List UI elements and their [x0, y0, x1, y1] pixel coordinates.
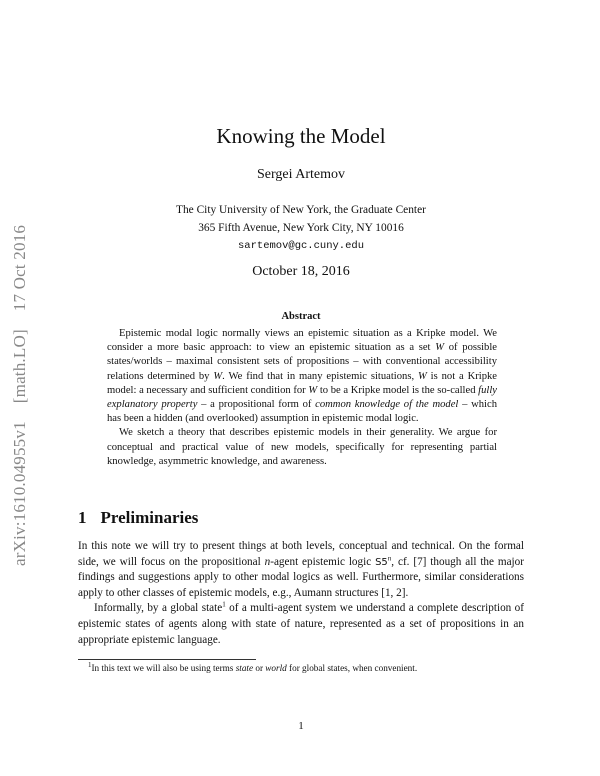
paper-date: October 18, 2016 — [252, 264, 350, 279]
footnote-rule — [78, 659, 256, 660]
arxiv-sidebar-stamp — [10, 207, 30, 566]
body-paragraph-2: Informally, by a global state$^1$ of a multi-agent system we understand a complete description of epistemic states of agents along with state of nature, represented as a set of propositions in an appropriate epistemic language. — [78, 600, 524, 646]
author-name: Sergei Artemov — [256, 167, 345, 182]
affiliation-line-1: The City University of New York, the Graduate Center — [176, 204, 426, 216]
section-number: 1 — [78, 508, 87, 527]
body-paragraph-1: In this note we will try to present things at both levels, conceptual and technical. On the formal side, we will focus on the propositional n-agent epistemic logic S5$^n$, cf. [7] though all the major findings and suggestions apply to other modal logics as well. Furthermore, similar considerations apply to other classes of epistemic models, e.g., Aumann structures [1, 2]. — [78, 540, 524, 599]
footnote-mark: 1 — [88, 660, 92, 669]
abstract-body — [107, 327, 497, 469]
arxiv-id: arXiv:1610.04955v1 — [10, 421, 29, 566]
arxiv-date: 17 Oct 2016 — [10, 224, 29, 312]
footnote: $^1$In this text we will also be using terms state or world for global states, when convenient. — [88, 660, 418, 673]
section-heading — [78, 508, 198, 528]
abstract-paragraph-2: We sketch a theory that describes epistemic models in their generality. We argue for conceptual and practical value of new models, specifically for representing partial knowledge, asymmetric knowledge, and awareness. — [107, 427, 497, 467]
abstract-heading: Abstract — [281, 311, 321, 322]
page-number: 1 — [298, 720, 304, 732]
affiliation-line-2: 365 Fifth Avenue, New York City, NY 10016 — [198, 222, 404, 234]
author-email: sartemov@gc.cuny.edu — [237, 240, 365, 252]
abstract-paragraph-1: Epistemic modal logic normally views an epistemic situation as a Kripke model. We consider a more basic approach: to view an epistemic situation as a set W of possible states/worlds – maximal consistent sets of propositions – with conventional accessibility relations determined by W. We find that in many epistemic situations, W is not a Kripke model: a necessary and sufficient condition for W to be a Kripke model is the so-called fully explanatory property – a propositional form of common knowledge of the model – which has been a hidden (and overlooked) assumption in epistemic modal logic. — [107, 328, 497, 425]
footnote-ref[interactable]: 1 — [222, 600, 226, 609]
paper-title: Knowing the Model — [216, 124, 386, 148]
section-title: Preliminaries — [100, 508, 199, 527]
section-body — [78, 539, 524, 648]
arxiv-category: [math.LO] — [10, 329, 29, 404]
logic-name: S5 — [375, 556, 388, 568]
